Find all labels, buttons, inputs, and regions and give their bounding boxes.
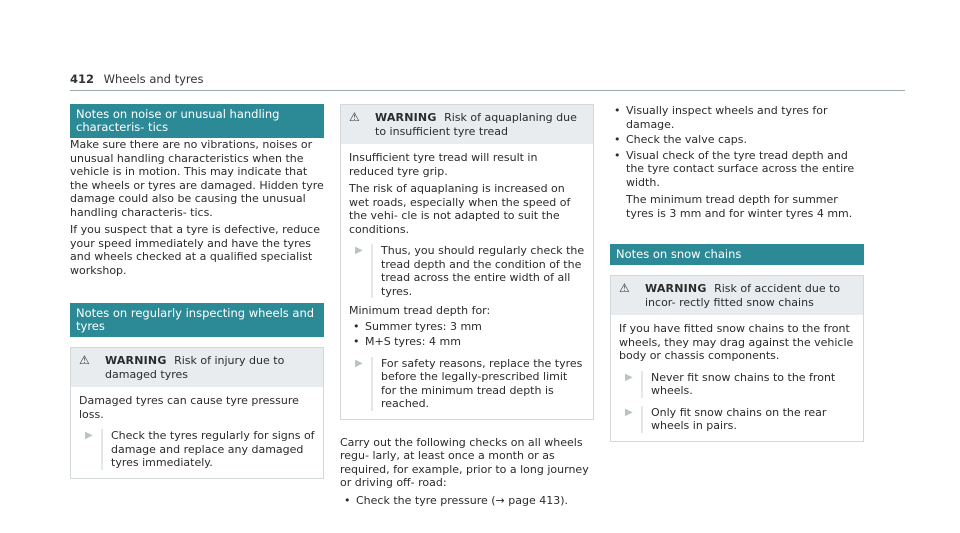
noise-paragraph-1: Make sure there are no vibrations, noises or unusual handling characteristics when the vehicle is in motion. This may indicate that the wheels or tyres are damaged. Hidden tyre damage could also be causing the unusual handling characteris- tics.	[70, 138, 324, 219]
warning-step-text: Only fit snow chains on the rear wheels in pairs.	[641, 406, 855, 433]
warning-step-text: For safety reasons, replace the tyres before the legally-prescribed limit for the minimum tread depth is reached.	[371, 357, 585, 411]
warning-triangle-icon: ⚠	[349, 110, 360, 124]
header-rule	[70, 90, 905, 91]
warning-title: Risk of accident due to incor- rectly fitted snow chains	[645, 282, 841, 309]
injury-warning-box	[70, 347, 324, 479]
min-depth-label: Minimum tread depth for:	[349, 304, 491, 317]
min-depth-note: The minimum tread depth for summer tyres is 3 mm and for winter tyres 4 mm.	[626, 193, 853, 220]
warning-label: WARNING	[645, 282, 707, 295]
check-pressure-text: Check the tyre pressure (→ page 413).	[356, 493, 569, 507]
warning-label: WARNING	[375, 111, 437, 124]
page-number: 412	[70, 72, 95, 86]
warning-title: Risk of injury due to damaged tyres	[105, 354, 285, 381]
warning-header	[611, 276, 863, 315]
warning-step-text: Never fit snow chains to the front wheels.	[641, 371, 855, 398]
warning-step-text: Thus, you should regularly check the tread depth and the condition of the tread across the entire width of all tyres.	[371, 244, 585, 298]
list-item: • Check the valve caps.	[614, 133, 747, 146]
warning-step-2	[349, 357, 585, 411]
list-item: • Check the tyre pressure (→ page 413).	[344, 493, 569, 507]
warning-triangle-icon: ⚠	[79, 353, 90, 367]
warning-step-text: Check the tyres regularly for signs of damage and replace any damaged tyres immediately.	[101, 429, 315, 470]
running-header	[70, 72, 203, 86]
warning-step-2	[619, 406, 855, 433]
warning-title: Risk of aquaplaning due to insufficient tyre tread	[375, 111, 577, 138]
warning-step	[79, 429, 315, 470]
arrow-right-icon: ▶	[625, 406, 633, 418]
snow-chains-warning-box	[610, 275, 864, 442]
list-item: • Summer tyres: 3 mm	[353, 319, 482, 333]
arrow-right-icon: ▶	[355, 357, 363, 369]
snow-heading: Notes on snow chains	[610, 244, 864, 265]
list-item-text: Check the valve caps.	[626, 133, 747, 146]
inspect-heading: Notes on regularly inspecting wheels and tyres	[70, 303, 324, 337]
noise-paragraph-2: If you suspect that a tyre is defective, reduce your speed immediately and have the tyres and wheels checked at a qualified specialist workshop.	[70, 223, 320, 277]
list-item-text: Visual check of the tyre tread depth and the tyre contact surface across the entire width.	[626, 148, 855, 189]
list-item-text: Visually inspect wheels and tyres for damage.	[626, 104, 828, 131]
warning-triangle-icon: ⚠	[619, 281, 630, 295]
list-item: • Visually inspect wheels and tyres for damage.	[614, 104, 828, 131]
list-item-text: Summer tyres: 3 mm	[365, 319, 482, 333]
checks-intro: Carry out the following checks on all wheels regu- larly, at least once a month or as required, for example, prior to a long journey or driving off- road:	[340, 435, 589, 489]
warning-paragraph-2: The risk of aquaplaning is increased on wet roads, especially when the speed of the vehi- cle is not adapted to suit the conditions.	[349, 182, 571, 236]
warning-body: If you have fitted snow chains to the front wheels, they may drag against the vehicle body or chassis components.	[619, 322, 854, 362]
warning-step-1	[349, 244, 585, 298]
warning-step-1	[619, 371, 855, 398]
arrow-right-icon: ▶	[625, 371, 633, 383]
warning-header	[71, 348, 323, 387]
arrow-right-icon: ▶	[355, 245, 363, 256]
aquaplaning-warning-box	[340, 104, 594, 420]
warning-header	[341, 105, 593, 144]
section-title: Wheels and tyres	[103, 72, 204, 86]
noise-heading: Notes on noise or unusual handling characteris- tics	[70, 104, 324, 138]
column-3	[610, 104, 864, 442]
warning-paragraph-1: Insufficient tyre tread will result in reduced tyre grip.	[349, 151, 538, 178]
column-1	[70, 104, 324, 479]
column-2	[340, 104, 594, 507]
list-item: • Visual check of the tyre tread depth and the tyre contact surface across the entire width.	[614, 148, 855, 189]
arrow-right-icon: ▶	[85, 430, 93, 441]
list-item: • M+S tyres: 4 mm	[353, 335, 461, 348]
list-item-text: M+S tyres: 4 mm	[365, 335, 461, 348]
warning-body: Damaged tyres can cause tyre pressure loss.	[79, 394, 299, 421]
warning-label: WARNING	[105, 354, 167, 367]
